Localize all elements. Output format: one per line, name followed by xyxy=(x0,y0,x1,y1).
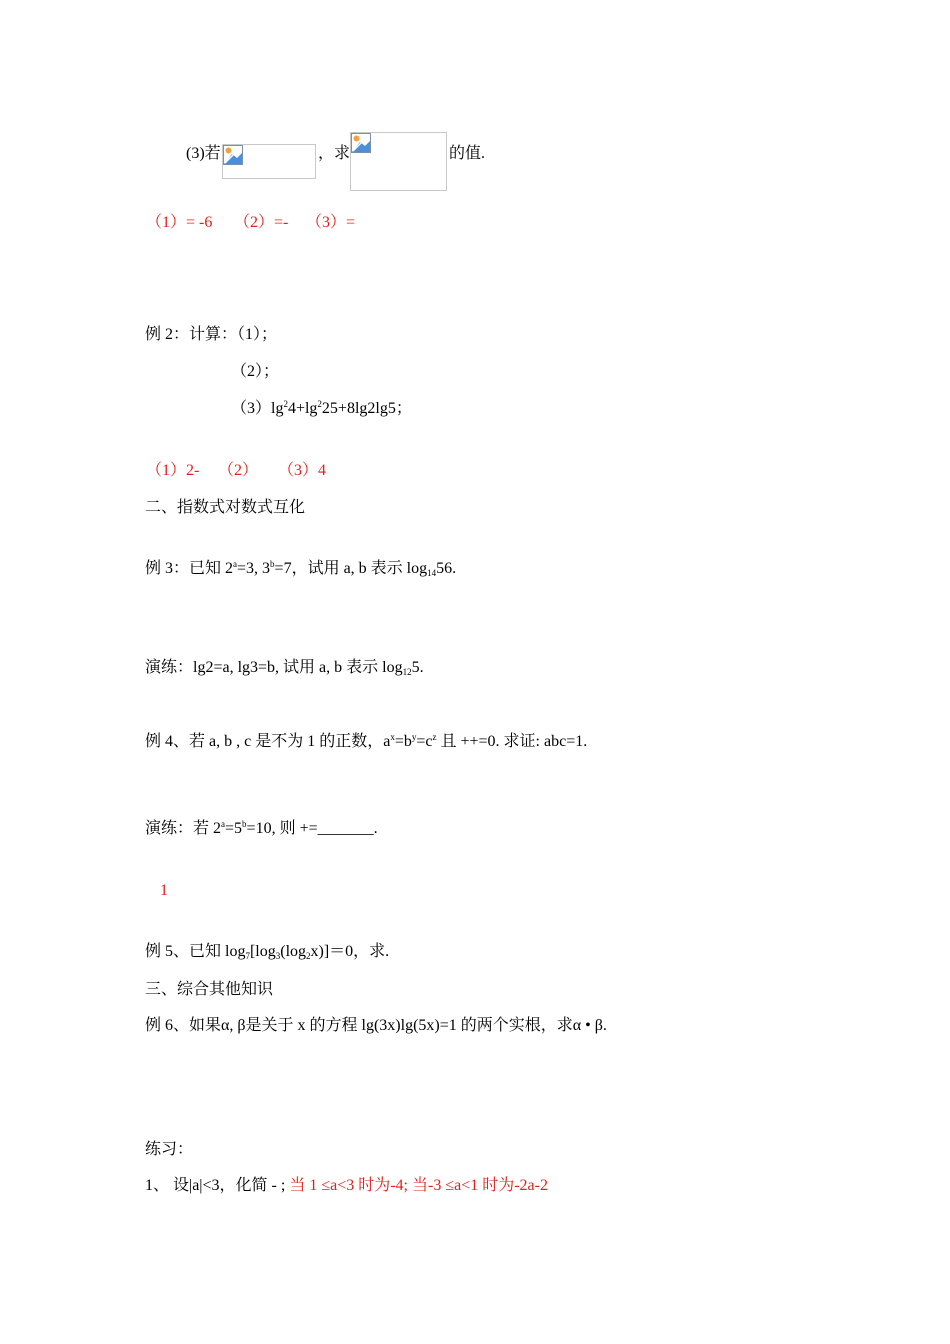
practice-2: 演练：若 $2^a=5^b=10$, 则 +=_______. xyxy=(145,819,378,837)
exercise-1-answer: 当 1 ≤a<3 时为-4; 当-3 ≤a<1 时为-2a-2 xyxy=(285,1177,548,1194)
answer-1-3: （3）= xyxy=(306,214,356,231)
q3-suffix: 的值. xyxy=(449,145,486,162)
broken-image-icon xyxy=(351,133,371,153)
answer-2-3: （3）4 xyxy=(278,462,327,479)
answer-2-2: （2） xyxy=(218,462,259,479)
q3-mid: ，求 xyxy=(318,145,351,162)
example-6: 例 6、如果α, β是关于 x 的方程 lg(3x)lg(5x)=1 的两个实根，求α • β. xyxy=(145,1017,607,1034)
answer-3: 1 xyxy=(160,882,168,899)
example-2-item-3: $(3)\lg^24+\lg^225+8\lg 2\lg 5$； xyxy=(231,399,412,417)
practice-1: 演练：lg2=a, lg3=b, 试用 a, b 表示 $\log_{12}5$. xyxy=(145,659,424,677)
example-5: 例 5、已知 $\log_7[\log_3(\log_2x)]=0$，求. xyxy=(145,943,390,961)
example-4: 例 4、若 a, b , c 是不为 1 的正数，$a^x=b^y=c^z$ 且 ++=0. 求证: abc=1. xyxy=(145,732,588,750)
example-2-title: 例 2：计算：（1）； xyxy=(145,326,278,343)
q3-prefix: (3)若 xyxy=(186,145,221,162)
section-2-heading: 二、指数式对数式互化 xyxy=(145,499,306,516)
example-3: 例 3：已知 $2^a=3$, $3^b=7$，试用 a, b 表示 $\log_{14}56$. xyxy=(145,559,457,578)
exercise-1: 1、 设|a|<3，化简 - ; 当 1 ≤a<3 时为-4; 当-3 ≤a<1 时为-2a-2 xyxy=(145,1177,548,1194)
answer-1-2: （2）=- xyxy=(234,214,289,231)
example-2-item-2: （2）； xyxy=(231,363,280,380)
formula-image-2 xyxy=(350,132,447,191)
formula-image-1 xyxy=(222,144,316,179)
section-3-heading: 三、综合其他知识 xyxy=(145,981,274,998)
broken-image-icon xyxy=(223,145,243,165)
answer-2-1: （1）2- xyxy=(146,462,200,479)
exercises-heading: 练习： xyxy=(145,1141,194,1158)
answer-1-1: （1）= -6 xyxy=(146,214,213,231)
